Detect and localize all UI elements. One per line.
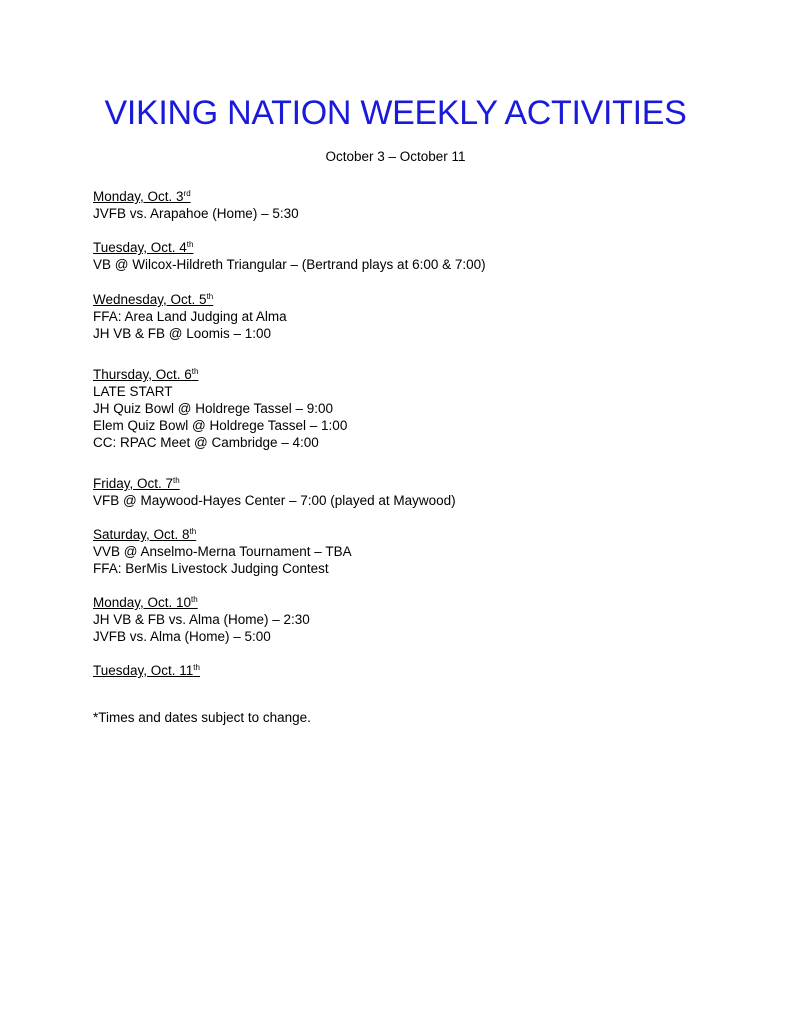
- schedule: [93, 188, 753, 726]
- day-thursday-oct-6: [93, 366, 753, 451]
- day-friday-oct-7: [93, 475, 753, 509]
- date-range: October 3 – October 11: [325, 149, 466, 164]
- day-tuesday-oct-11: [93, 662, 753, 679]
- day-heading: Tuesday, Oct. 11th: [93, 663, 200, 678]
- day-tuesday-oct-4: [93, 239, 753, 273]
- event-item: JVFB vs. Alma (Home) – 5:00: [93, 629, 271, 644]
- day-monday-oct-10: [93, 594, 753, 645]
- day-heading: Monday, Oct. 10th: [93, 595, 198, 610]
- day-heading: Wednesday, Oct. 5th: [93, 292, 214, 307]
- day-heading: Thursday, Oct. 6th: [93, 367, 199, 382]
- event-item: FFA: BerMis Livestock Judging Contest: [93, 561, 329, 576]
- event-item: VFB @ Maywood-Hayes Center – 7:00 (played at Maywood): [93, 493, 456, 508]
- event-item: JH VB & FB @ Loomis – 1:00: [93, 326, 272, 341]
- event-item: Elem Quiz Bowl @ Holdrege Tassel – 1:00: [93, 418, 348, 433]
- day-heading: Monday, Oct. 3rd: [93, 189, 191, 204]
- event-item: LATE START: [93, 384, 173, 399]
- day-saturday-oct-8: [93, 526, 753, 577]
- day-heading: Tuesday, Oct. 4th: [93, 240, 194, 255]
- day-monday-oct-3: [93, 188, 753, 222]
- event-item: JVFB vs. Arapahoe (Home) – 5:30: [93, 206, 299, 221]
- day-wednesday-oct-5: [93, 291, 753, 342]
- event-item: JH Quiz Bowl @ Holdrege Tassel – 9:00: [93, 401, 334, 416]
- event-item: FFA: Area Land Judging at Alma: [93, 309, 287, 324]
- event-item: CC: RPAC Meet @ Cambridge – 4:00: [93, 435, 319, 450]
- event-item: VB @ Wilcox-Hildreth Triangular – (Bertrand plays at 6:00 & 7:00): [93, 257, 486, 272]
- footnote: *Times and dates subject to change.: [93, 710, 311, 725]
- day-heading: Saturday, Oct. 8th: [93, 527, 197, 542]
- event-item: VVB @ Anselmo-Merna Tournament – TBA: [93, 544, 352, 559]
- day-heading: Friday, Oct. 7th: [93, 476, 180, 491]
- event-item: JH VB & FB vs. Alma (Home) – 2:30: [93, 612, 310, 627]
- page-title: VIKING NATION WEEKLY ACTIVITIES: [104, 94, 687, 132]
